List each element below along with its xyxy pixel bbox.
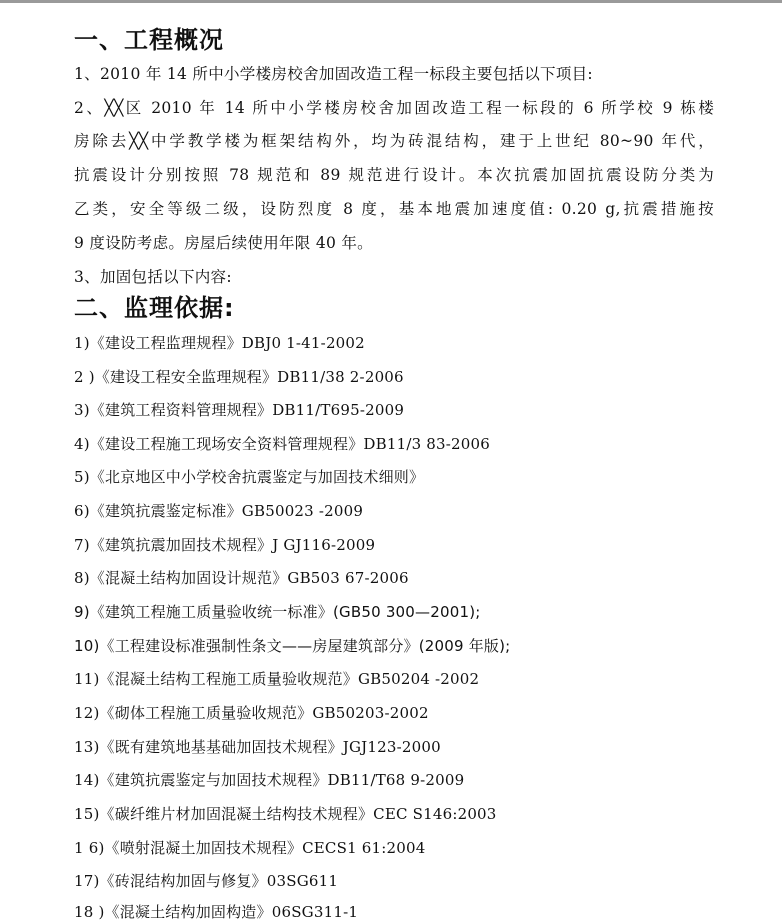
overview-line-6: 9 度设防考虑。房屋后续使用年限 40 年。 — [74, 234, 373, 252]
basis-item-2: 2 )《建设工程安全监理规程》DB11/38 2-2006 — [74, 368, 404, 386]
basis-item-12: 12)《砌体工程施工质量验收规范》GB50203-2002 — [74, 704, 429, 722]
basis-item-8: 8)《混凝土结构加固设计规范》GB503 67-2006 — [74, 569, 409, 587]
basis-item-17: 17)《砖混结构加固与修复》03SG611 — [74, 872, 339, 890]
basis-item-7: 7)《建筑抗震加固技术规程》J GJ116-2009 — [74, 536, 376, 554]
top-border — [0, 0, 782, 3]
overview-line-4: 抗震设计分别按照 78 规范和 89 规范进行设计。本次抗震加固抗震设防分类为 — [74, 166, 714, 184]
basis-item-6: 6)《建筑抗震鉴定标准》GB50023 -2009 — [74, 502, 364, 520]
basis-item-9: 9)《建筑工程施工质量验收统一标准》(GB50 300—2001); — [74, 603, 481, 621]
overview-line-5: 乙类，安全等级二级，设防烈度 8 度，基本地震加速度值: 0.20 g,抗震措施按 — [74, 200, 714, 218]
basis-item-5: 5)《北京地区中小学校舍抗震鉴定与加固技术细则》 — [74, 468, 425, 486]
basis-item-15: 15)《碳纤维片材加固混凝土结构技术规程》CEC S146:2003 — [74, 805, 497, 823]
basis-item-10: 10)《工程建设标准强制性条文——房屋建筑部分》(2009 年版); — [74, 637, 511, 655]
basis-item-11: 11)《混凝土结构工程施工质量验收规范》GB50204 -2002 — [74, 670, 480, 688]
basis-item-13: 13)《既有建筑地基基础加固技术规程》JGJ123-2000 — [74, 738, 441, 756]
section1-heading: 一、工程概况 — [74, 26, 224, 54]
overview-line-1: 1、2010 年 14 所中小学楼房校舍加固改造工程一标段主要包括以下项目: — [74, 65, 593, 83]
overview-line-7: 3、加固包括以下内容: — [74, 268, 232, 286]
basis-item-18: 18 )《混凝土结构加固构造》06SG311-1 — [74, 903, 359, 921]
overview-line-2: 2、╳╳区 2010 年 14 所中小学楼房校舍加固改造工程一标段的 6 所学校 9 栋楼 — [74, 99, 714, 117]
overview-line-3: 房除去╳╳中学教学楼为框架结构外，均为砖混结构，建于上世纪 80~90 年代， — [74, 132, 714, 150]
section2-heading: 二、监理依据: — [74, 294, 235, 322]
basis-item-4: 4)《建设工程施工现场安全资料管理规程》DB11/3 83-2006 — [74, 435, 491, 453]
basis-item-3: 3)《建筑工程资料管理规程》DB11/T695-2009 — [74, 401, 405, 419]
basis-item-14: 14)《建筑抗震鉴定与加固技术规程》DB11/T68 9-2009 — [74, 771, 465, 789]
basis-item-1: 1)《建设工程监理规程》DBJ0 1-41-2002 — [74, 334, 365, 352]
basis-item-16: 1 6)《喷射混凝土加固技术规程》CECS1 61:2004 — [74, 839, 426, 857]
